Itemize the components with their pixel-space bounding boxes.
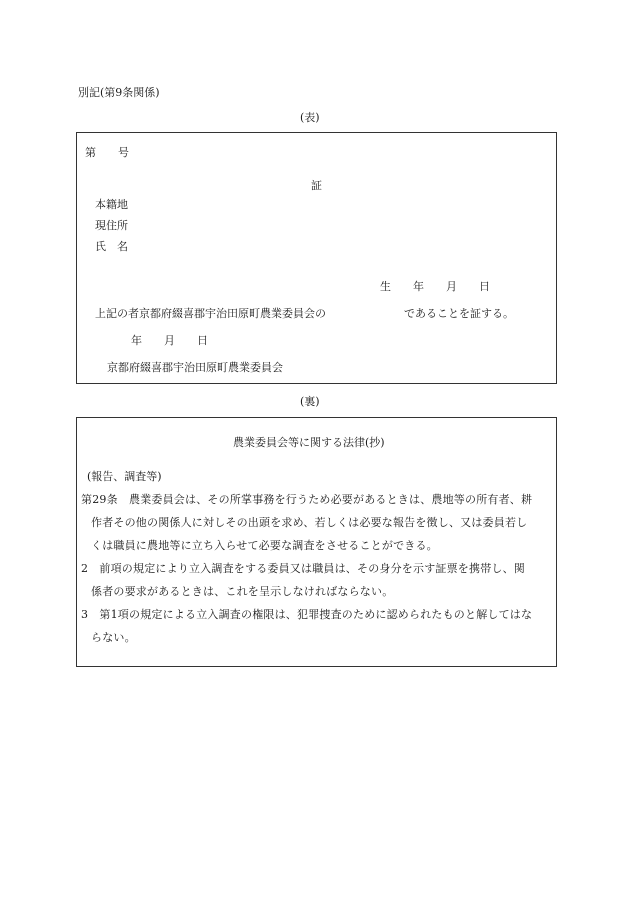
article-29-line-3: くは職員に農地等に立ち入らせて必要な調査をさせることができる。 <box>91 539 438 552</box>
field-honsekichi: 本籍地 <box>95 198 128 211</box>
certificate-number: 第 号 <box>85 146 129 159</box>
issue-date: 年 月 日 <box>131 334 208 347</box>
front-side-label: (表) <box>300 111 320 124</box>
certificate-heading: 証 <box>311 179 322 192</box>
annex-title: 別記(第9条関係) <box>78 86 160 99</box>
field-shimei: 氏 名 <box>95 240 128 253</box>
paragraph-2-line-2: 係者の要求があるときは、これを呈示しなければならない。 <box>91 585 394 598</box>
issuer-name: 京都府綴喜郡宇治田原町農業委員会 <box>107 361 283 374</box>
statement-prefix: 上記の者京都府綴喜郡宇治田原町農業委員会の <box>95 307 326 320</box>
law-title: 農業委員会等に関する法律(抄) <box>233 436 385 449</box>
statement-suffix: であることを証する。 <box>404 307 514 320</box>
paragraph-3-line-2: らない。 <box>91 631 136 644</box>
back-side-label: (裏) <box>300 395 320 408</box>
certificate-front-box <box>76 132 557 384</box>
birth-date: 生 年 月 日 <box>380 280 490 293</box>
paragraph-3-line-1: 3 第1項の規定による立入調査の権限は、犯罪捜査のために認められたものと解してはな <box>81 608 533 621</box>
field-genjusho: 現住所 <box>95 219 128 232</box>
article-29-line-1: 第29条 農業委員会は、その所掌事務を行うため必要があるときは、農地等の所有者、耕 <box>81 493 533 506</box>
article-caption: (報告、調査等) <box>87 470 162 483</box>
certificate-back-box <box>76 417 557 667</box>
article-29-line-2: 作者その他の関係人に対しその出頭を求め、若しくは必要な報告を徴し、又は委員若し <box>91 516 528 529</box>
paragraph-2-line-1: 2 前項の規定により立入調査をする委員又は職員は、その身分を示す証票を携帯し、関 <box>81 562 525 575</box>
